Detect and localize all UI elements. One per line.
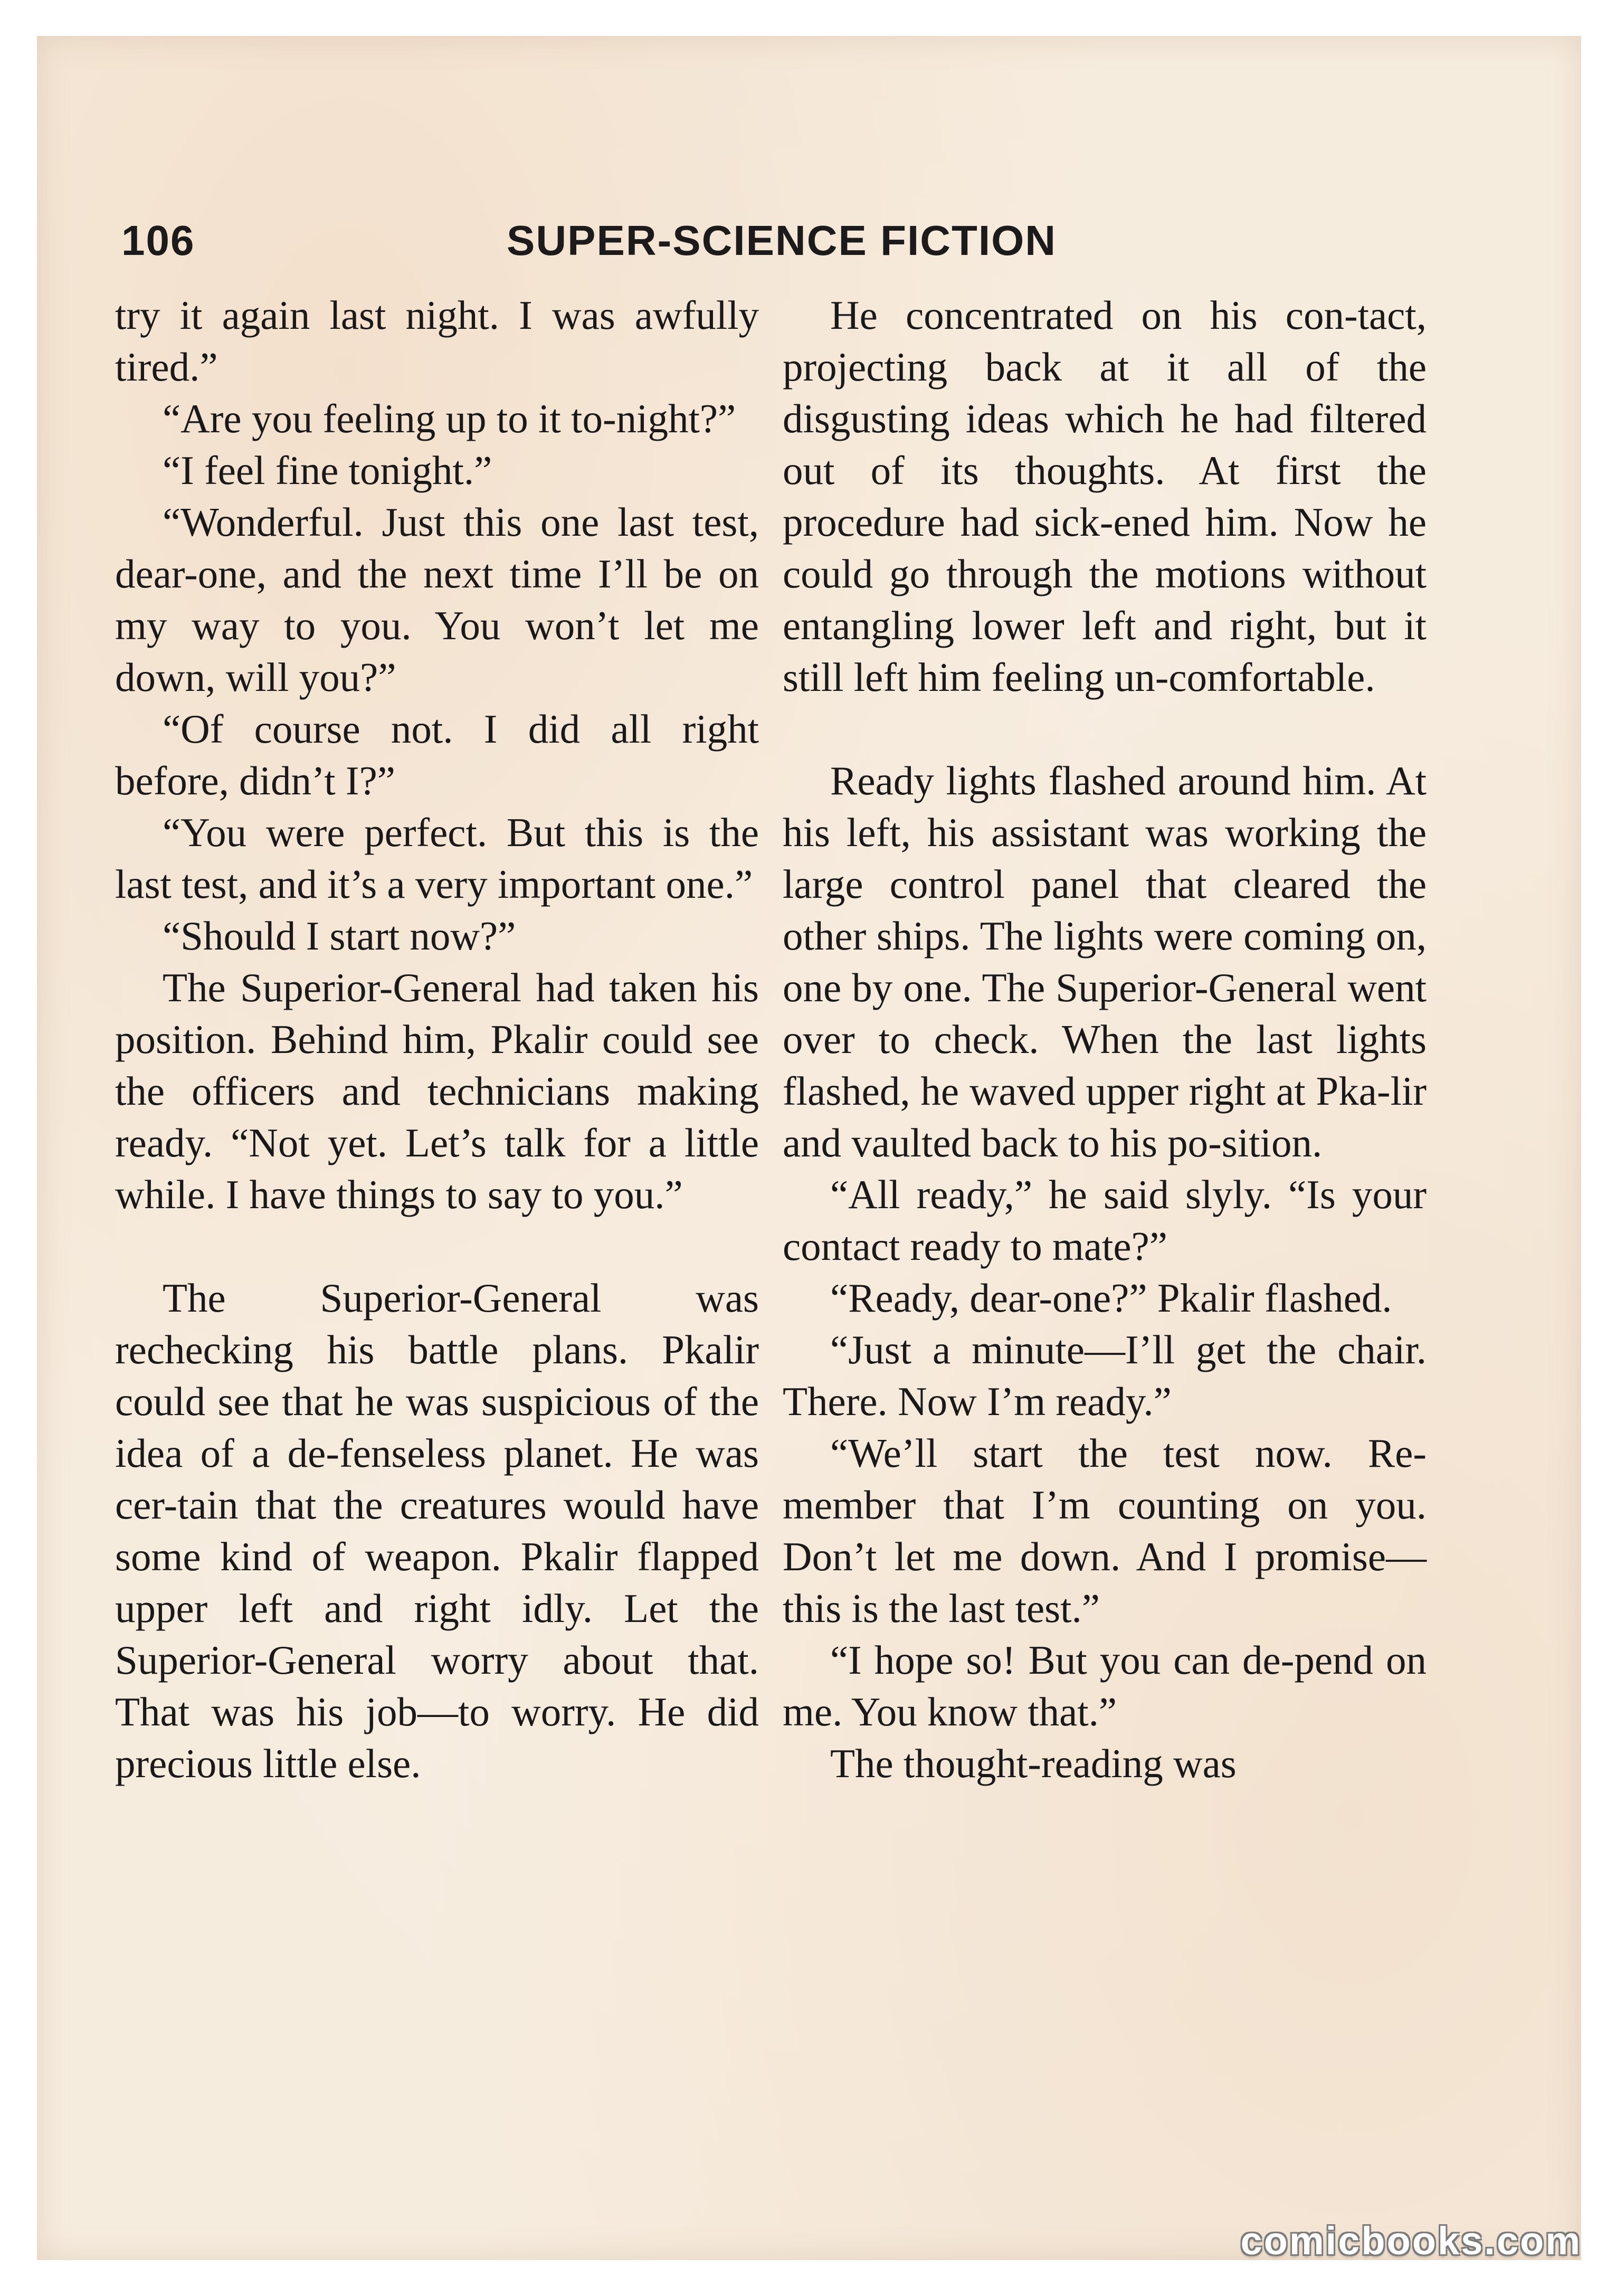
right-text-column bbox=[783, 289, 1427, 1789]
page-header bbox=[116, 211, 1057, 274]
paragraph: The Superior-General had taken his position. Behind him, Pkalir could see the officers and technicians making ready. “Not yet. Let’s talk for a little while. I have things to say to you.” bbox=[115, 965, 759, 1217]
paragraph: “Just a minute—I’ll get the chair. There. Now I’m ready.” bbox=[783, 1327, 1427, 1424]
paragraph: “We’ll start the test now. Re-member that I’m counting on you. Don’t let me down. And I promise—this is the last test.” bbox=[783, 1430, 1427, 1631]
paragraph: “Of course not. I did all right before, didn’t I?” bbox=[115, 706, 759, 803]
paragraph: “I feel fine tonight.” bbox=[163, 448, 492, 493]
paragraph: “Are you feeling up to it to-night?” bbox=[163, 396, 736, 441]
paragraph: “I hope so! But you can de-pend on me. You know that.” bbox=[783, 1637, 1427, 1734]
paragraph: try it again last night. I was awfully tired.” bbox=[115, 292, 759, 390]
left-text-column bbox=[115, 289, 759, 1789]
paragraph: “Wonderful. Just this one last test, dear-one, and the next time I’ll be on my way to you. You won’t let me down, will you?” bbox=[115, 499, 759, 700]
paragraph: “You were perfect. But this is the last test, and it’s a very important one.” bbox=[115, 810, 759, 907]
paragraph: He concentrated on his con-tact, projecting back at it all of the disgusting ideas which he had filtered out of its thoughts. At first the procedure had sick-ened him. Now he could go through the motions without entangling lower left and right, but it still left him feeling un-comfortable. bbox=[783, 292, 1427, 700]
page-number: 106 bbox=[121, 217, 195, 264]
watermark-logo: comicbooks.com bbox=[1240, 2219, 1582, 2263]
paragraph: “Should I start now?” bbox=[163, 913, 516, 959]
paragraph: The Superior-General was rechecking his battle plans. Pkalir could see that he was suspicious of the idea of a de-fenseless planet. He was cer-tain that the creatures would have some kind of weapon. Pkalir flapped upper left and right idly. Let the Superior-General worry about that. That was his job—to worry. He did precious little else. bbox=[115, 1275, 759, 1786]
paragraph: “All ready,” he said slyly. “Is your contact ready to mate?” bbox=[783, 1172, 1427, 1269]
paragraph: Ready lights flashed around him. At his left, his assistant was working the large control panel that cleared the other ships. The lights were coming on, one by one. The Superior-General went over to check. When the last lights flashed, he waved upper right at Pka-lir and vaulted back to his po-sition. bbox=[783, 758, 1427, 1165]
paragraph: “Ready, dear-one?” Pkalir flashed. bbox=[830, 1275, 1392, 1321]
paragraph: The thought-reading was bbox=[830, 1741, 1237, 1786]
magazine-title: SUPER-SCIENCE FICTION bbox=[507, 217, 1057, 264]
